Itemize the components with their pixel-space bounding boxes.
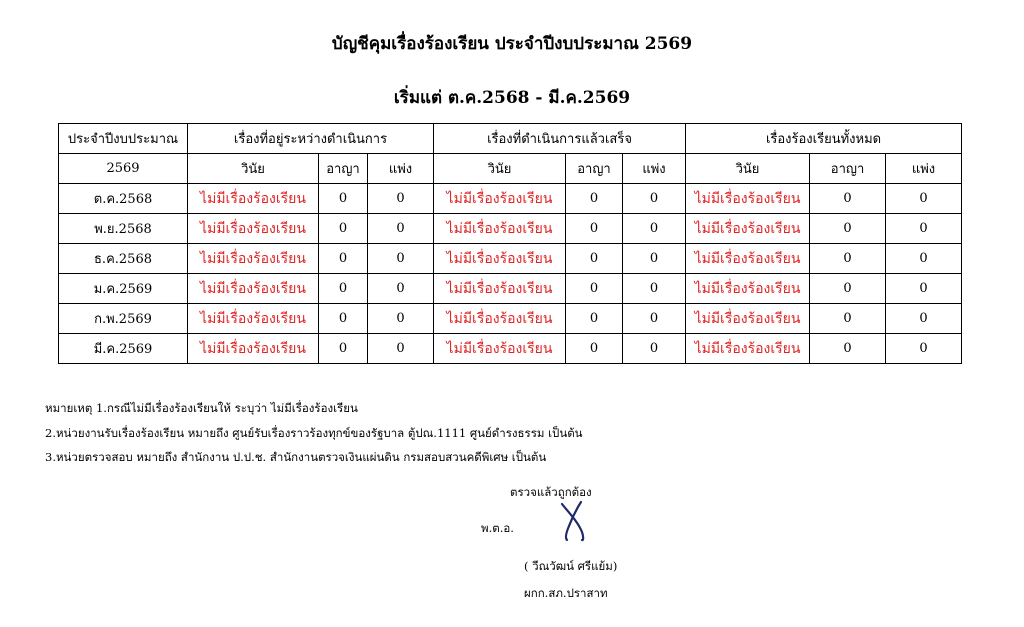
month-cell: ม.ค.2569 [59,274,188,304]
in-progress-criminal-cell: 0 [319,244,368,274]
total-criminal-cell: 0 [810,304,886,334]
completed-criminal-cell: 0 [566,274,623,304]
note-line: หมายเหตุ 1.กรณีไม่มีเรื่องร้องเรียนให้ ระบุว่า ไม่มีเรื่องร้องเรียน [45,401,358,415]
completed-discipline-cell: ไม่มีเรื่องร้องเรียน [434,334,566,364]
completed-criminal-cell: 0 [566,244,623,274]
signer-position: ผกก.สภ.ปราสาท [524,586,608,600]
in-progress-civil-cell: 0 [368,214,434,244]
document-subtitle: เริ่มแต่ ต.ค.2568 - มี.ค.2569 [393,88,631,108]
signature-icon [556,500,590,546]
total-discipline-cell: ไม่มีเรื่องร้องเรียน [686,274,810,304]
table-row [59,334,962,364]
document-title: บัญชีคุมเรื่องร้องเรียน ประจำปีงบประมาณ 2569 [331,34,693,54]
total-criminal-cell: 0 [810,274,886,304]
completed-civil-cell: 0 [623,334,686,364]
in-progress-discipline-cell: ไม่มีเรื่องร้องเรียน [188,334,319,364]
total-discipline-cell: ไม่มีเรื่องร้องเรียน [686,334,810,364]
total-civil-cell: 0 [886,304,962,334]
completed-discipline-cell: ไม่มีเรื่องร้องเรียน [434,184,566,214]
completed-civil-cell: 0 [623,184,686,214]
subheader-criminal: อาญา [319,154,368,184]
subheader-discipline: วินัย [434,154,566,184]
completed-civil-cell: 0 [623,304,686,334]
total-criminal-cell: 0 [810,184,886,214]
subheader-discipline: วินัย [686,154,810,184]
table-row [59,304,962,334]
in-progress-discipline-cell: ไม่มีเรื่องร้องเรียน [188,274,319,304]
checked-correct-label: ตรวจแล้วถูกต้อง [510,485,592,499]
completed-discipline-cell: ไม่มีเรื่องร้องเรียน [434,214,566,244]
total-discipline-cell: ไม่มีเรื่องร้องเรียน [686,244,810,274]
total-criminal-cell: 0 [810,214,886,244]
completed-civil-cell: 0 [623,274,686,304]
month-cell: ธ.ค.2568 [59,244,188,274]
month-cell: ต.ค.2568 [59,184,188,214]
completed-criminal-cell: 0 [566,334,623,364]
header-group-completed: เรื่องที่ดำเนินการแล้วเสร็จ [434,124,686,154]
total-civil-cell: 0 [886,334,962,364]
total-criminal-cell: 0 [810,244,886,274]
subheader-civil: แพ่ง [623,154,686,184]
in-progress-civil-cell: 0 [368,184,434,214]
month-cell: ก.พ.2569 [59,304,188,334]
in-progress-discipline-cell: ไม่มีเรื่องร้องเรียน [188,184,319,214]
table-row [59,184,962,214]
header-year-label: ประจำปีงบประมาณ [59,124,188,154]
completed-discipline-cell: ไม่มีเรื่องร้องเรียน [434,274,566,304]
header-group-in-progress: เรื่องที่อยู่ระหว่างดำเนินการ [188,124,434,154]
in-progress-civil-cell: 0 [368,274,434,304]
table-row [59,274,962,304]
subheader-criminal: อาญา [566,154,623,184]
total-discipline-cell: ไม่มีเรื่องร้องเรียน [686,184,810,214]
subheader-criminal: อาญา [810,154,886,184]
in-progress-discipline-cell: ไม่มีเรื่องร้องเรียน [188,214,319,244]
completed-discipline-cell: ไม่มีเรื่องร้องเรียน [434,244,566,274]
header-year-value: 2569 [59,154,188,184]
in-progress-criminal-cell: 0 [319,304,368,334]
register-body [59,184,962,364]
signer-rank: พ.ต.อ. [481,521,514,535]
total-discipline-cell: ไม่มีเรื่องร้องเรียน [686,214,810,244]
in-progress-criminal-cell: 0 [319,334,368,364]
total-civil-cell: 0 [886,184,962,214]
subheader-civil: แพ่ง [368,154,434,184]
subheader-discipline: วินัย [188,154,319,184]
notes [45,396,583,470]
total-civil-cell: 0 [886,214,962,244]
in-progress-criminal-cell: 0 [319,274,368,304]
in-progress-criminal-cell: 0 [319,214,368,244]
total-criminal-cell: 0 [810,334,886,364]
total-civil-cell: 0 [886,274,962,304]
in-progress-civil-cell: 0 [368,244,434,274]
completed-criminal-cell: 0 [566,304,623,334]
in-progress-discipline-cell: ไม่มีเรื่องร้องเรียน [188,244,319,274]
month-cell: มี.ค.2569 [59,334,188,364]
subheader-civil: แพ่ง [886,154,962,184]
table-row [59,214,962,244]
completed-discipline-cell: ไม่มีเรื่องร้องเรียน [434,304,566,334]
in-progress-civil-cell: 0 [368,304,434,334]
note-line: 3.หน่วยตรวจสอบ หมายถึง สำนักงาน ป.ป.ช. สำนักงานตรวจเงินแผ่นดิน กรมสอบสวนคดีพิเศษ เป็นต้น [45,450,547,464]
completed-criminal-cell: 0 [566,214,623,244]
note-line: 2.หน่วยงานรับเรื่องร้องเรียน หมายถึง ศูนย์รับเรื่องราวร้องทุกข์ของรัฐบาล ตู้ปณ.1111 ศูนย์ดำรงธรรม เป็นต้น [45,425,583,440]
header-group-total: เรื่องร้องเรียนทั้งหมด [686,124,962,154]
completed-civil-cell: 0 [623,244,686,274]
completed-criminal-cell: 0 [566,184,623,214]
complaint-register-table [58,123,962,364]
table-row [59,244,962,274]
in-progress-civil-cell: 0 [368,334,434,364]
total-discipline-cell: ไม่มีเรื่องร้องเรียน [686,304,810,334]
total-civil-cell: 0 [886,244,962,274]
in-progress-discipline-cell: ไม่มีเรื่องร้องเรียน [188,304,319,334]
completed-civil-cell: 0 [623,214,686,244]
month-cell: พ.ย.2568 [59,214,188,244]
signer-name: ( วีณวัฒน์ ศรีแย้ม) [524,559,618,573]
in-progress-criminal-cell: 0 [319,184,368,214]
